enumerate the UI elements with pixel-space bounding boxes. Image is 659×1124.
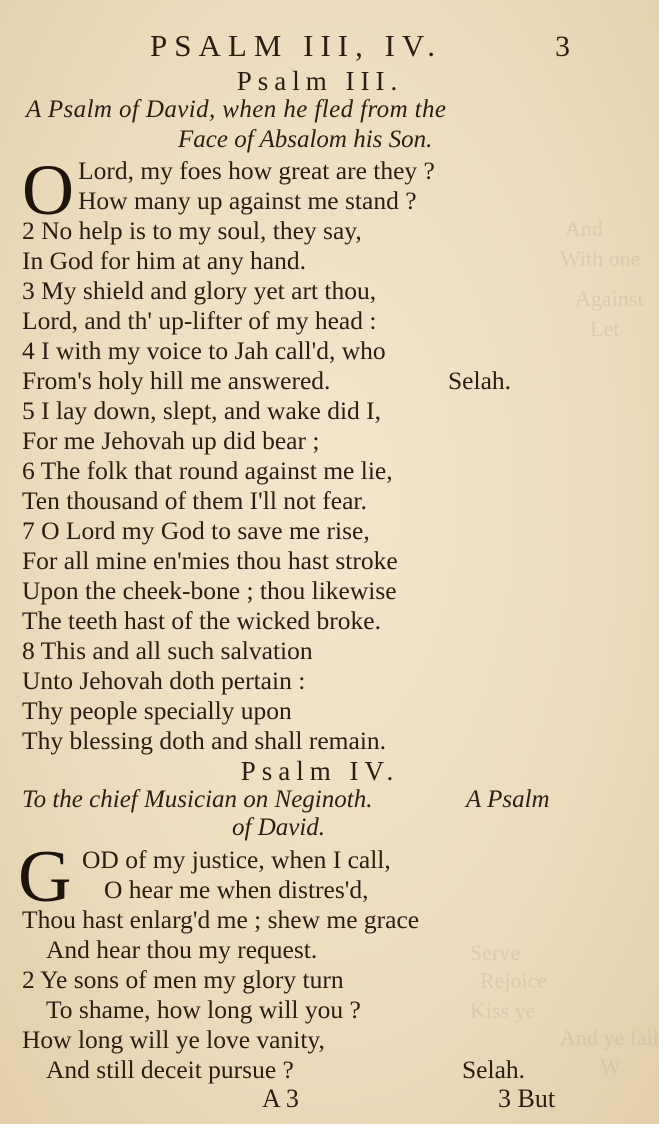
verse-line: For all mine en'mies thou hast stroke [22, 546, 398, 575]
psalm-4-title: Psalm IV. [240, 756, 400, 786]
show-through-text: Rejoice [480, 968, 548, 993]
selah-mark: Selah. [462, 1055, 526, 1084]
verse-line: 2 Ye sons of men my glory turn [22, 965, 344, 994]
verse-line: To shame, how long will you ? [46, 995, 361, 1024]
selah-mark: Selah. [448, 366, 512, 395]
verse-line: How long will ye love vanity, [22, 1025, 325, 1054]
verse-line: Lord, my foes how great are they ? [78, 156, 435, 185]
verse-line: In God for him at any hand. [22, 246, 306, 275]
verse-line: 8 This and all such salvation [22, 636, 313, 665]
verse-line: 7 O Lord my God to save me rise, [22, 516, 370, 545]
verse-line: O hear me when distres'd, [104, 875, 369, 904]
show-through-text: Against [575, 286, 644, 311]
verse-line: Thy people specially upon [22, 696, 292, 725]
verse-line: 6 The folk that round against me lie, [22, 456, 393, 485]
psalm-3-dropcap: O [22, 150, 74, 230]
show-through-text: W [600, 1054, 621, 1079]
verse-line: Ten thousand of them I'll not fear. [22, 486, 367, 515]
verse-line: 2 No help is to my soul, they say, [22, 216, 362, 245]
verse-line: Thou hast enlarg'd me ; shew me grace [22, 905, 420, 934]
verse-line: How many up against me stand ? [78, 186, 417, 215]
verse-line: And hear thou my request. [46, 935, 318, 964]
running-head: PSALM III, IV. [150, 28, 443, 63]
psalm-4-subtitle-line-2: of David. [232, 814, 326, 841]
verse-line: 3 My shield and glory yet art thou, [22, 276, 377, 305]
signature-mark: A 3 [262, 1084, 299, 1113]
psalm-4-subtitle-psalm: A Psalm [466, 786, 550, 813]
page-number: 3 [555, 30, 570, 63]
catchword: 3 But [498, 1084, 556, 1113]
page-header [0, 28, 640, 64]
show-through-text: Let [590, 316, 620, 341]
verse-line: Thy blessing doth and shall remain. [22, 726, 387, 755]
show-through-text: With one [560, 246, 641, 271]
show-through-text: Serve [470, 940, 521, 965]
verse-line: 5 I lay down, slept, and wake did I, [22, 396, 382, 425]
show-through-text: And ye fail [560, 1025, 659, 1050]
show-through-text: And [565, 216, 603, 241]
verse-line: Unto Jehovah doth pertain : [22, 666, 306, 695]
verse-line: OD of my justice, when I call, [82, 845, 391, 874]
psalm-3-subtitle-line-2: Face of Absalom his Son. [178, 126, 433, 153]
verse-line: For me Jehovah up did bear ; [22, 426, 320, 455]
verse-line: The teeth hast of the wicked broke. [22, 606, 381, 635]
psalm-3-title: Psalm III. [236, 66, 404, 96]
verse-line: 4 I with my voice to Jah call'd, who [22, 336, 386, 365]
show-through-text: Kiss ye [470, 998, 536, 1023]
psalm-3-subtitle-line-1: A Psalm of David, when he fled from the [26, 96, 447, 123]
verse-line: Lord, and th' up-lifter of my head : [22, 306, 377, 335]
psalm-4-subtitle-line-1: To the chief Musician on Neginoth. [22, 786, 373, 813]
verse-line: Upon the cheek-bone ; thou likewise [22, 576, 397, 605]
verse-line: And still deceit pursue ? [46, 1055, 294, 1084]
verse-line: From's holy hill me answered. [22, 366, 331, 395]
psalm-4-dropcap: G [18, 836, 72, 918]
